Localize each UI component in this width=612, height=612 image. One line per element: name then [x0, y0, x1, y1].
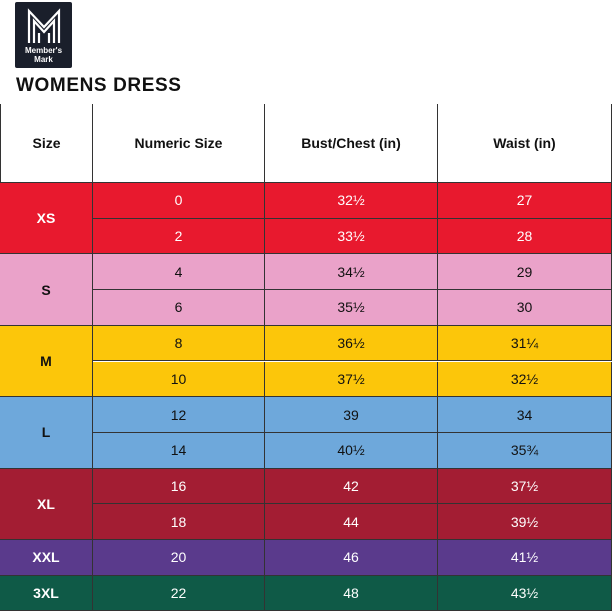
header-bust-chest: Bust/Chest (in): [265, 104, 438, 183]
numeric-size-cell: 0: [93, 183, 265, 219]
bust-chest-cell: 48: [265, 576, 438, 612]
numeric-size-cell: 2: [93, 219, 265, 255]
bust-chest-cell: 36½: [265, 326, 438, 362]
bust-chest-cell: 32½: [265, 183, 438, 219]
bust-chest-cell: 44: [265, 504, 438, 540]
bust-chest-cell: 33½: [265, 219, 438, 255]
waist-cell: 35¾: [438, 433, 612, 469]
waist-cell: 31¼: [438, 326, 612, 362]
bust-chest-cell: 37½: [265, 362, 438, 398]
waist-cell: 32½: [438, 362, 612, 398]
numeric-size-cell: 16: [93, 469, 265, 505]
waist-cell: 39½: [438, 504, 612, 540]
bust-chest-cell: 42: [265, 469, 438, 505]
numeric-size-cell: 20: [93, 540, 265, 576]
numeric-size-cell: 12: [93, 397, 265, 433]
bust-chest-cell: 39: [265, 397, 438, 433]
size-label-s: S: [0, 254, 93, 325]
bust-chest-cell: 46: [265, 540, 438, 576]
waist-cell: 27: [438, 183, 612, 219]
members-mark-logo: [15, 2, 72, 68]
bust-chest-cell: 34½: [265, 254, 438, 290]
size-chart-table: [0, 104, 612, 612]
numeric-size-cell: 14: [93, 433, 265, 469]
numeric-size-cell: 6: [93, 290, 265, 326]
header-waist: Waist (in): [438, 104, 612, 183]
members-mark-logo-icon: [27, 5, 61, 45]
size-label-xs: XS: [0, 183, 93, 254]
size-label-m: M: [0, 326, 93, 397]
waist-cell: 34: [438, 397, 612, 433]
waist-cell: 30: [438, 290, 612, 326]
header-numeric-size: Numeric Size: [93, 104, 265, 183]
size-label-xl: XL: [0, 469, 93, 540]
bust-chest-cell: 40½: [265, 433, 438, 469]
waist-cell: 37½: [438, 469, 612, 505]
waist-cell: 29: [438, 254, 612, 290]
waist-cell: 28: [438, 219, 612, 255]
numeric-size-cell: 18: [93, 504, 265, 540]
numeric-size-cell: 10: [93, 362, 265, 398]
logo-name-line2: Mark: [34, 55, 53, 64]
page-title: WOMENS DRESS: [16, 75, 182, 96]
waist-cell: 43½: [438, 576, 612, 612]
bust-chest-cell: 35½: [265, 290, 438, 326]
logo-name-line1: Member's: [24, 46, 63, 55]
numeric-size-cell: 22: [93, 576, 265, 612]
waist-cell: 41½: [438, 540, 612, 576]
numeric-size-cell: 8: [93, 326, 265, 362]
size-label-xxl: XXL: [0, 540, 93, 576]
size-label-3xl: 3XL: [0, 576, 93, 612]
numeric-size-cell: 4: [93, 254, 265, 290]
header-size: Size: [0, 104, 93, 183]
size-label-l: L: [0, 397, 93, 468]
